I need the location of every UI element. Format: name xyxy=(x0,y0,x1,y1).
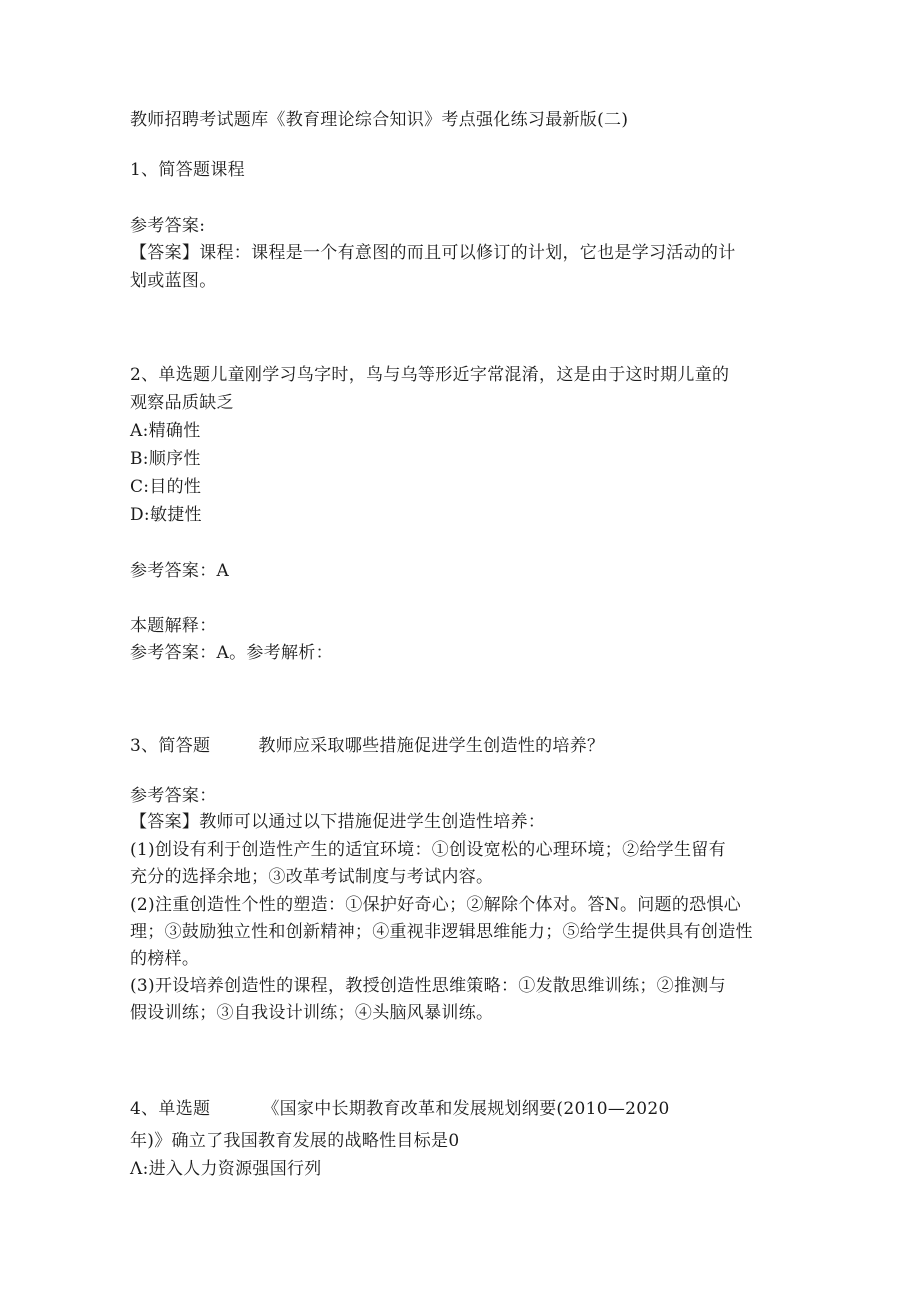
q2-option-a: A:精确性 xyxy=(130,421,201,441)
q3-answer-line: 的榜样。 xyxy=(130,949,200,969)
q2-explain: 参考答案：A。参考解析： xyxy=(130,643,333,663)
q4-type: 4、单选题 xyxy=(130,1099,211,1119)
q3-stem: 教师应采取哪些措施促进学生创造性的培养？ xyxy=(258,736,605,756)
q3-answer-line: (3)开设培养创造性的课程，教授创造性思维策略：①发散思维训练；②推测与 xyxy=(130,976,726,996)
q1-answer-line: 【答案】课程：课程是一个有意图的而且可以修订的计划，它也是学习活动的计 xyxy=(130,243,736,263)
q3-heading xyxy=(130,735,604,757)
q1-ref-label: 参考答案: xyxy=(130,216,206,236)
q2-stem-line: 2、单选题儿童刚学习鸟字时，鸟与乌等形近字常混淆，这是由于这时期儿童的 xyxy=(130,365,730,385)
q3-ref-label: 参考答案： xyxy=(130,786,217,806)
q2-option-d: D:敏捷性 xyxy=(130,505,202,525)
q2-option-b: B:顺序性 xyxy=(130,449,201,469)
q3-answer-line: (2)注重创造性个性的塑造：①保护好奇心；②解除个体对。答N。问题的恐惧心 xyxy=(130,895,742,915)
q1-answer-line: 划或蓝图。 xyxy=(130,271,217,291)
q3-type: 3、简答题 xyxy=(130,736,211,756)
q3-answer-line: (1)创设有利于创造性产生的适宜环境：①创设宽松的心理环境；②给学生留有 xyxy=(130,840,726,860)
q4-option-a: Λ:进入人力资源强国行列 xyxy=(130,1159,322,1179)
q2-answer: 参考答案：A xyxy=(130,561,230,581)
q3-answer-line: 理；③鼓励独立性和创新精神；④重视非逻辑思维能力；⑤给学生提供具有创造性 xyxy=(130,922,753,942)
q4-stem-line: 年)》确立了我国教育发展的战略性目标是0 xyxy=(130,1131,460,1151)
q2-explain-label: 本题解释： xyxy=(130,616,217,636)
q4-stem-line: 《国家中长期教育改革和发展规划纲要(2010—2020 xyxy=(262,1099,670,1119)
q2-stem-line: 观察品质缺乏 xyxy=(130,393,234,413)
q2-option-c: C:目的性 xyxy=(130,477,202,497)
q1-heading: 1、简答题课程 xyxy=(130,160,245,180)
q3-answer-line: 假设训练；③自我设计训练；④头脑风暴训练。 xyxy=(130,1003,494,1023)
q3-answer-line: 充分的选择余地；③改革考试制度与考试内容。 xyxy=(130,867,494,887)
q4-heading xyxy=(130,1098,670,1120)
q3-answer-line: 【答案】教师可以通过以下措施促进学生创造性培养： xyxy=(130,812,546,832)
page-title: 教师招聘考试题库《教育理论综合知识》考点强化练习最新版(二) xyxy=(130,110,629,130)
